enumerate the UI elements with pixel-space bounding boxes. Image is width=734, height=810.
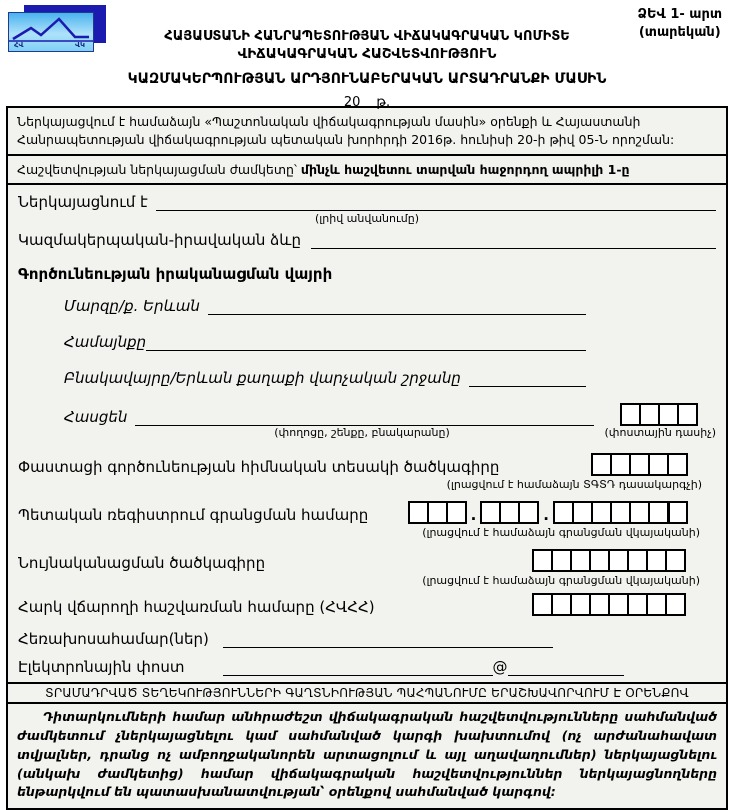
tin-boxes bbox=[532, 593, 686, 616]
logo-right-text: ՎԿ bbox=[75, 41, 85, 49]
deadline-section bbox=[8, 154, 726, 183]
register-box[interactable] bbox=[610, 501, 631, 524]
id-code-box[interactable] bbox=[608, 549, 629, 572]
presenter-input-line[interactable] bbox=[156, 194, 716, 211]
id-code-box[interactable] bbox=[665, 549, 686, 572]
form-titles bbox=[0, 5, 734, 110]
community-row bbox=[18, 333, 716, 351]
community-input-line[interactable] bbox=[146, 334, 586, 351]
register-box[interactable] bbox=[446, 501, 467, 524]
postal-code-box[interactable] bbox=[620, 403, 641, 426]
id-code-box[interactable] bbox=[551, 549, 572, 572]
register-caption: (լրացվում է համաձայն գրանցման վկայականի) bbox=[422, 526, 700, 540]
email-local-input-line[interactable] bbox=[223, 659, 493, 676]
tin-box[interactable] bbox=[551, 593, 572, 616]
register-box[interactable] bbox=[427, 501, 448, 524]
register-box[interactable] bbox=[591, 501, 612, 524]
tin-box[interactable] bbox=[532, 593, 553, 616]
activity-code-box[interactable] bbox=[667, 453, 688, 476]
tin-row bbox=[18, 593, 716, 616]
register-box[interactable] bbox=[499, 501, 520, 524]
id-code-boxes bbox=[532, 549, 686, 572]
tin-box[interactable] bbox=[570, 593, 591, 616]
activity-code-box[interactable] bbox=[610, 453, 631, 476]
address-row bbox=[18, 403, 716, 426]
register-separator: . bbox=[543, 506, 549, 525]
postal-caption: (փոստային դասիչ) bbox=[604, 426, 716, 440]
id-code-caption: (լրացվում է համաձայն գրանցման վկայականի) bbox=[422, 574, 700, 588]
id-code-box[interactable] bbox=[532, 549, 553, 572]
form-header bbox=[0, 0, 734, 110]
postal-code-box[interactable] bbox=[677, 403, 698, 426]
id-code-box[interactable] bbox=[646, 549, 667, 572]
activity-caption: (լրացվում է համաձայն ՏԳՏԴ դասակարգչի) bbox=[446, 478, 702, 492]
phone-label: Հեռախոսահամար(ներ) bbox=[18, 630, 209, 649]
register-row bbox=[18, 501, 716, 524]
form-code: ՁԵՎ 1- արտ bbox=[637, 7, 722, 22]
fields-section bbox=[8, 183, 726, 682]
deadline-date: մինչև հաշվետու տարվան հաջորդող ապրիլի 1-ը bbox=[300, 162, 630, 178]
id-code-box[interactable] bbox=[627, 549, 648, 572]
region-row bbox=[18, 297, 716, 315]
register-box[interactable] bbox=[648, 501, 669, 524]
activity-code-box[interactable] bbox=[629, 453, 650, 476]
legal-form-input-line[interactable] bbox=[311, 232, 716, 249]
postal-code-boxes bbox=[620, 403, 698, 426]
register-box[interactable] bbox=[629, 501, 650, 524]
register-group-1 bbox=[408, 501, 467, 524]
penalty-note: Դիտարկումների համար անհրաժեշտ վիճակագրական հաշվետվությունները սահմանված ժամկետում չներկայացնելու կամ սահմանված կարգի խախտումով (ոչ արժանահավատ տվյալներ, դրանց ոչ ամբողջականորեն արտացոլում և այլ աղավաղումներ) ներկայացնելու (անկախ ժամկետից) համար վիճակագրական հաշվետվություններ ներկայացնողները ենթարկվում են պատասխանատվության՝ օրենքով սահմանված կարգով: bbox=[17, 709, 717, 800]
settlement-row bbox=[18, 369, 716, 387]
settlement-input-line[interactable] bbox=[469, 370, 586, 387]
phone-input-line[interactable] bbox=[223, 631, 553, 648]
year-prefix: 20 bbox=[343, 95, 361, 110]
tin-box[interactable] bbox=[589, 593, 610, 616]
statistical-committee-logo bbox=[8, 5, 108, 53]
email-label: Էլեկտրոնային փոստ bbox=[18, 658, 185, 677]
report-year-line bbox=[0, 95, 734, 110]
register-box[interactable] bbox=[408, 501, 429, 524]
form-periodicity: (տարեկան) bbox=[638, 24, 721, 40]
tin-label: Հարկ վճարողի հաշվառման համարը (ՀՎՀՀ) bbox=[18, 598, 375, 617]
logo-chart-icon bbox=[8, 12, 94, 52]
activity-code-box[interactable] bbox=[648, 453, 669, 476]
legal-form-row bbox=[18, 231, 716, 249]
id-code-row bbox=[18, 549, 716, 572]
report-kind: ՎԻՃԱԿԱԳՐԱԿԱՆ ՀԱՇՎԵՏՎՈՒԹՅՈՒՆ bbox=[237, 46, 497, 62]
register-separator: . bbox=[470, 506, 477, 525]
presenter-caption: (լրիվ անվանումը) bbox=[314, 212, 420, 226]
phone-row bbox=[18, 630, 716, 648]
settlement-label: Բնակավայրը/Երևան քաղաքի վարչական շրջանը bbox=[64, 369, 461, 388]
location-heading: Գործունեության իրականացման վայրի bbox=[18, 265, 333, 284]
register-box[interactable] bbox=[518, 501, 539, 524]
address-caption: (փողոցը, շենքը, բնակարանը) bbox=[274, 426, 450, 440]
report-title: ԿԱԶՄԱԿԵՐՊՈՒԹՅԱՆ ԱՐԴՅՈՒՆԱԲԵՐԱԿԱՆ ԱՐՏԱԴՐԱՆՔԻ ՄԱՍԻՆ bbox=[127, 71, 607, 87]
address-label: Հասցեն bbox=[64, 408, 128, 427]
legal-basis-section bbox=[8, 108, 726, 154]
register-box[interactable] bbox=[667, 501, 688, 524]
register-box[interactable] bbox=[572, 501, 593, 524]
activity-label: Փաստացի գործունեության հիմնական տեսակի ծածկագիրը bbox=[18, 458, 500, 477]
register-box[interactable] bbox=[553, 501, 574, 524]
activity-row bbox=[18, 453, 716, 476]
postal-code-box[interactable] bbox=[639, 403, 660, 426]
activity-code-boxes bbox=[591, 453, 688, 476]
tin-box[interactable] bbox=[646, 593, 667, 616]
address-input-line[interactable] bbox=[135, 409, 594, 426]
id-code-box[interactable] bbox=[570, 549, 591, 572]
activity-code-box[interactable] bbox=[591, 453, 612, 476]
committee-name: ՀԱՅԱՍՏԱՆԻ ՀԱՆՐԱՊԵՏՈՒԹՅԱՆ ՎԻՃԱԿԱԳՐԱԿԱՆ ԿՈՄԻՏԵ bbox=[164, 29, 570, 44]
tin-box[interactable] bbox=[627, 593, 648, 616]
confidentiality-notice: ՏՐԱՄԱԴՐՎԱԾ ՏԵՂԵԿՈՒԹՅՈՒՆՆԵՐԻ ԳԱՂՏՆԻՈՒԹՅԱՆ ՊԱՀՊԱՆՈՒՄԸ ԵՐԱՇԽԱՎՈՐՎՈՒՄ Է ՕՐԵՆՔՈՎ bbox=[8, 682, 726, 704]
region-label: Մարզը/ք. Երևան bbox=[64, 297, 200, 316]
email-at-sign: @ bbox=[492, 658, 508, 677]
id-code-box[interactable] bbox=[589, 549, 610, 572]
community-label: Համայնքը bbox=[64, 333, 147, 352]
email-row bbox=[18, 658, 716, 676]
deadline-prefix: Հաշվետվության ներկայացման ժամկետը՝ bbox=[17, 162, 301, 178]
presenter-label: Ներկայացնում է bbox=[18, 193, 148, 212]
legal-form-label: Կազմակերպական-իրավական ձևը bbox=[18, 231, 301, 250]
legal-basis-text: Ներկայացվում է համաձայն «Պաշտոնական վիճակագրության մասին» օրենքի և Հայաստանի Հանրապետության վիճակագրության պետական խորհրդի 2016թ. հունիսի 20-ի թիվ 05-Ն որոշման: bbox=[17, 114, 675, 148]
register-label: Պետական ռեգիստրում գրանցման համարը bbox=[18, 506, 369, 525]
presenter-row bbox=[18, 193, 716, 211]
email-domain-input-line[interactable] bbox=[508, 659, 624, 676]
form-body bbox=[6, 106, 728, 810]
postal-code-box[interactable] bbox=[658, 403, 679, 426]
address-captions-row bbox=[18, 426, 716, 439]
register-box[interactable] bbox=[480, 501, 501, 524]
logo-left-text: ՀՎ bbox=[14, 41, 24, 49]
form-code-block bbox=[638, 6, 722, 41]
register-group-3 bbox=[553, 501, 688, 524]
year-suffix: թ. bbox=[376, 95, 391, 110]
tin-box[interactable] bbox=[665, 593, 686, 616]
id-code-label: Նույնականացման ծածկագիրը bbox=[18, 554, 266, 573]
register-group-2 bbox=[480, 501, 539, 524]
tin-box[interactable] bbox=[608, 593, 629, 616]
region-input-line[interactable] bbox=[208, 298, 586, 315]
